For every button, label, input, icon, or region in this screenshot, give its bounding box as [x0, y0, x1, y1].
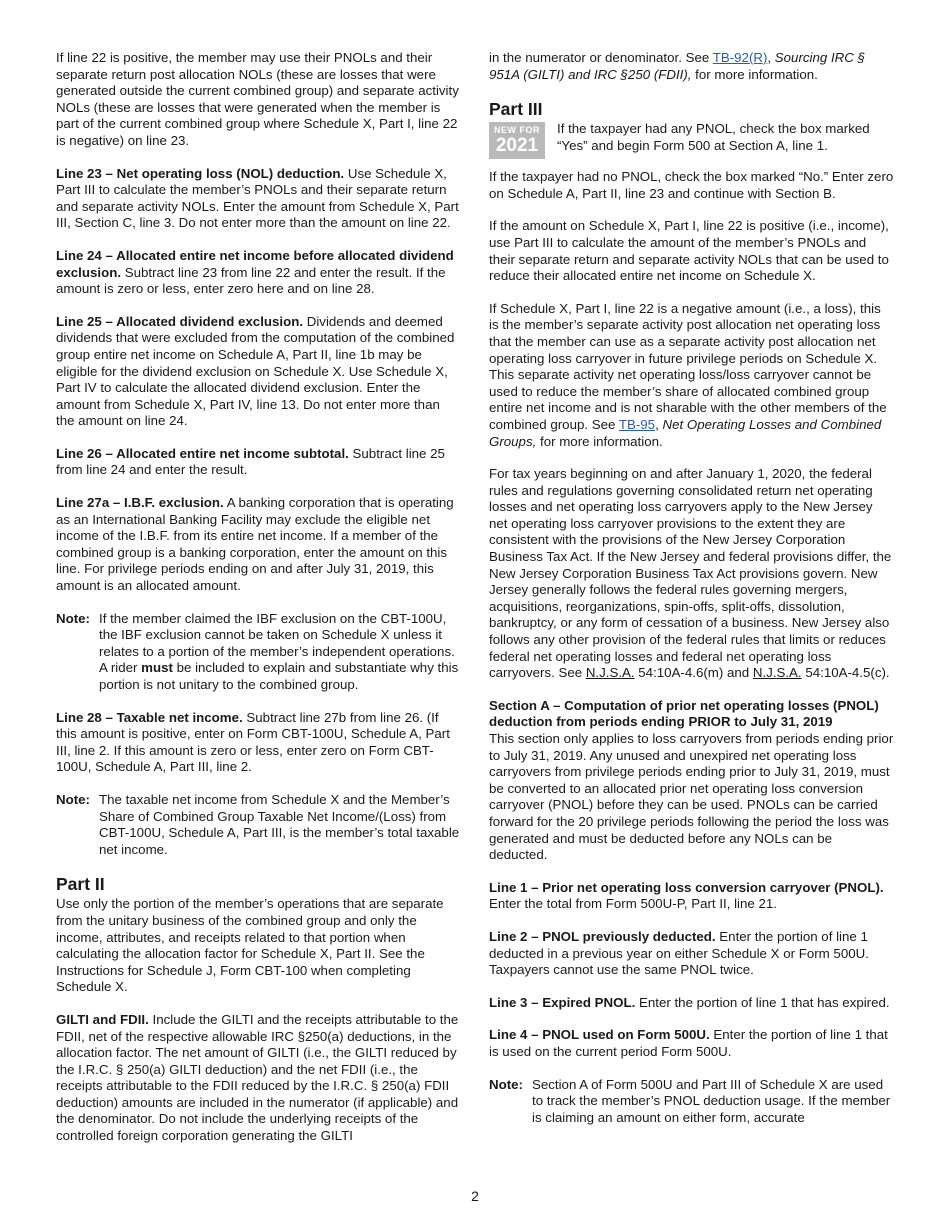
page-number: 2	[471, 1188, 479, 1204]
note-label: Note:	[489, 1076, 523, 1092]
paragraph-gilti-continued: in the numerator or denominator. See TB-92(R), Sourcing IRC § 951A (GILTI) and IRC §250 (FDII), for more information.	[489, 50, 865, 82]
new-for-2021-badge: NEW FOR 2021	[489, 122, 545, 159]
paragraph-no-pnol: If the taxpayer had no PNOL, check the box marked “No.” Enter zero on Schedule A, Part II, line 23 and continue with Section B.	[489, 169, 894, 201]
tb-95-link[interactable]: TB-95	[618, 416, 656, 432]
tb-92r-link[interactable]: TB-92(R)	[712, 50, 768, 65]
line28-heading: Line 28 – Taxable net income.	[56, 709, 243, 725]
part3-intro-text: If the taxpayer had any PNOL, check the box marked “Yes” and begin Form 500 at Section A, line 1.	[557, 121, 870, 153]
line26-heading: Line 26 – Allocated entire net income subtotal.	[56, 445, 349, 461]
paragraph-gilti-fdii: GILTI and FDII. Include the GILTI and the receipts attributable to the FDII, net of the respective allowable IRC §250(a) deductions, in the allocation factor. The net amount of GILTI (i.e., the GILTI reduced by the I.R.C. § 250(a) GILTI deduction) and the net FDII (i.e., the receipts attributable to the FDII reduced by the I.R.C. § 250(a) FDII deduction) amounts are included in the numerator (if applicable) and the denominator. Do not include the underlying receipts of the controlled foreign corporation generating the GILTI	[56, 1011, 459, 1144]
note-ibf	[56, 611, 460, 694]
left-column	[56, 50, 460, 1161]
line2-heading: Line 2 – PNOL previously deducted.	[489, 928, 716, 944]
gilti-heading: GILTI and FDII.	[56, 1011, 149, 1027]
paragraph-line28: Line 28 – Taxable net income. Subtract line 27b from line 26. (If this amount is positive, enter on Form CBT-100U, Schedule A, Part III, line 2. If this amount is zero or less, enter zero on Form CBT-100U, Schedule A, Part III, line 2.	[56, 709, 450, 775]
line3-heading: Line 3 – Expired PNOL.	[489, 994, 636, 1010]
paragraph-line4: Line 4 – PNOL used on Form 500U. Enter the portion of line 1 that is used on the current period Form 500U.	[489, 1027, 888, 1059]
line4-heading: Line 4 – PNOL used on Form 500U.	[489, 1027, 710, 1043]
paragraph-line25: Line 25 – Allocated dividend exclusion. Dividends and deemed dividends that were excluded from the computation of the combined group entire net income on Schedule A, Part II, line 1b may be eligible for the dividend exclusion on Schedule X. Use Schedule X, Part IV to calculate the allocated dividend exclusion. Enter the amount from Schedule X, Part IV, line 13. Do not enter more than the amount on line 24.	[56, 313, 455, 429]
paragraph-line22-positive: If line 22 is positive, the member may use their PNOLs and their separate return post allocation NOLs (these are losses that were generated outside the current combined group) and separate activity NOLs (these are losses that were generated when the member is part of the current combined group where Schedule X, Part I, line 22 is negative) on line 23.	[56, 50, 459, 148]
note-body: If the member claimed the IBF exclusion on the CBT-100U, the IBF exclusion cannot be taken on Schedule X unless it relates to a portion of the member’s independent operations. A rider must be included to explain and substantiate why this portion is not unitary to the combined group.	[99, 610, 459, 692]
paragraph-line26: Line 26 – Allocated entire net income subtotal. Subtract line 25 from line 24 and enter the result.	[56, 445, 445, 478]
line23-heading: Line 23 – Net operating loss (NOL) deduction.	[56, 165, 345, 181]
paragraph-federal-rules: For tax years beginning on and after January 1, 2020, the federal rules and regulations governing consolidated return net operating losses and net operating loss carryovers apply to the New Jersey net operating loss carryover provisions to the extent they are consistent with the provisions of the New Jersey Corporation Business Tax Act. If the New Jersey and federal provisions differ, the New Jersey Corporation Business Tax Act provisions govern. New Jersey generally follows the federal rules governing mergers, acquisitions, reorganizations, spin-offs, split-offs, dissolution, bankruptcy, or any form of cessation of a business. New Jersey also follows any other provision of the federal rules that limits or reduces federal net operating losses and federal net operating loss carryovers. See N.J.S.A. 54:10A-4.6(m) and N.J.S.A. 54:10A-4.5(c).	[489, 466, 892, 681]
paragraph-part2: Use only the portion of the member’s operations that are separate from the unitary business of the combined group and only the income, attributes, and receipts related to that portion when calculating the allocation factor for Schedule X, Part II. See the Instructions for Schedule J, Form CBT-100 when completing Schedule X.	[56, 896, 444, 995]
note-body: The taxable net income from Schedule X and the Member’s Share of Combined Group Taxable Net Income/(Loss) from CBT-100U, Schedule A, Part III, is the member’s total taxable net income.	[99, 791, 460, 857]
line27a-heading: Line 27a – I.B.F. exclusion.	[56, 495, 224, 511]
right-column	[489, 50, 894, 1142]
paragraph-line3: Line 3 – Expired PNOL. Enter the portion of line 1 that has expired.	[489, 994, 890, 1010]
paragraph-negative-amount: If Schedule X, Part I, line 22 is a negative amount (i.e., a loss), this is the member’s separate activity post allocation net operating loss that the member can use as a separate activity post allocation net operating loss carryover in future privilege periods on Schedule X. This separate activity net operating loss/loss carryover cannot be used to reduce the member’s share of allocated combined group entire net income and is not sharable with the other members of the combined group. See TB-95, Net Operating Losses and Combined Groups, for more information.	[489, 300, 887, 449]
section-a-heading: Section A – Computation of prior net operating losses (PNOL) deduction from periods ending PRIOR to July 31, 2019	[489, 697, 879, 730]
line25-heading: Line 25 – Allocated dividend exclusion.	[56, 313, 304, 329]
part2-heading: Part II	[56, 874, 105, 895]
part3-intro-block	[489, 121, 894, 159]
paragraph-positive-amount: If the amount on Schedule X, Part I, line 22 is positive (i.e., income), use Part III to calculate the amount of the member’s PNOLs and their separate return and separate activity NOLs that can be used to reduce their allocated entire net income on Schedule X.	[489, 218, 889, 284]
note-pnol-tracking	[489, 1077, 894, 1127]
note-label: Note:	[56, 791, 90, 807]
note-body: Section A of Form 500U and Part III of Schedule X are used to track the member’s PNOL deduction usage. If the member is claiming an amount on either form, accurate	[532, 1076, 891, 1125]
paragraph-line24: Line 24 – Allocated entire net income before allocated dividend exclusion. Subtract line 23 from line 22 and enter the result. If the amount is zero or less, enter zero here and on line 28.	[56, 247, 454, 297]
paragraph-line23: Line 23 – Net operating loss (NOL) deduction. Use Schedule X, Part III to calculate the member’s PNOLs and their separate return and separate activity NOLs. Enter the amount from Schedule X, Part III, Section C, line 3. Do not enter more than the amount on line 22.	[56, 165, 459, 231]
paragraph-section-a: This section only applies to loss carryovers from periods ending prior to July 31, 2019. Any unused and unexpired net operating loss carryovers from privilege periods ending prior to July 31, 2019, must be converted to an allocated prior net operating loss conversion carryover (PNOL) before they can be used. PNOLs can be carried forward for the 20 privilege periods following the period the loss was generated and must be deducted before any NOLs can be deducted.	[489, 731, 894, 863]
line24-heading: Line 24 – Allocated entire net income before allocated dividend exclusion.	[56, 247, 454, 280]
part3-heading: Part III	[489, 99, 543, 120]
paragraph-line1: Line 1 – Prior net operating loss conversion carryover (PNOL). Enter the total from Form 500U-P, Part II, line 21.	[489, 879, 884, 912]
paragraph-line2: Line 2 – PNOL previously deducted. Enter the portion of line 1 deducted in a previous year on either Schedule X or Form 500U. Taxpayers cannot use the same PNOL twice.	[489, 928, 869, 978]
line1-heading: Line 1 – Prior net operating loss conversion carryover (PNOL).	[489, 879, 884, 895]
note-label: Note:	[56, 610, 90, 626]
paragraph-line27a: Line 27a – I.B.F. exclusion. A banking corporation that is operating as an International Banking Facility may exclude the eligible net income of the I.B.F. from its entire net income. If a member of the combined group is a banking corporation, enter the amount on this line. For privilege periods ending on and after July 31, 2019, this amount is an allocated amount.	[56, 495, 454, 594]
note-taxable-income	[56, 792, 460, 858]
